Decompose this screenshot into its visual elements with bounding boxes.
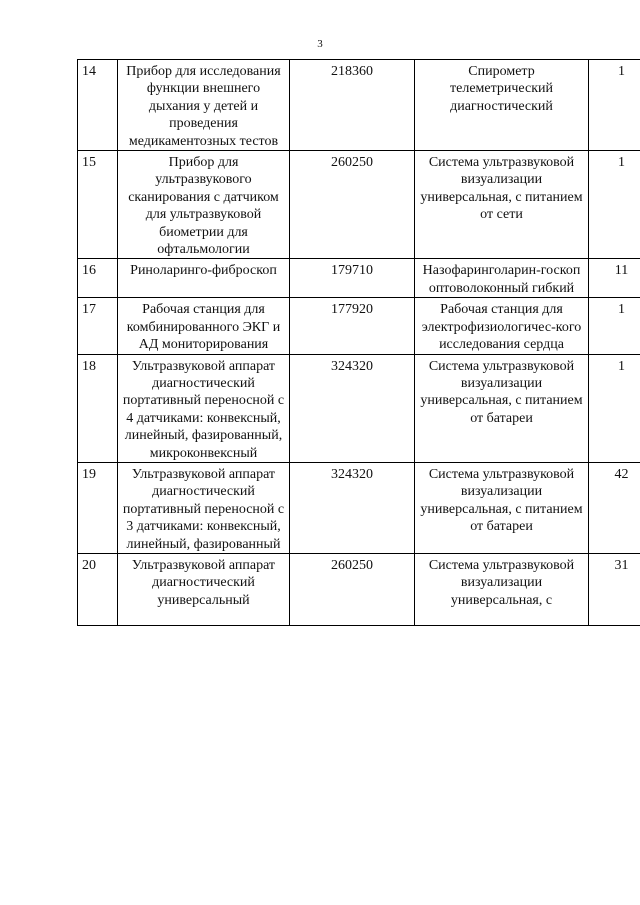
equipment-quantity: 1 bbox=[589, 60, 640, 151]
equipment-quantity: 42 bbox=[589, 462, 640, 553]
equipment-code: 260250 bbox=[290, 553, 415, 625]
page-number: 3 bbox=[317, 38, 323, 50]
equipment-code: 218360 bbox=[290, 60, 415, 151]
table-row bbox=[78, 298, 640, 354]
equipment-name: Ультразвуковой аппарат диагностический портативный переносной с 4 датчиками: конвексный, линейный, фазированный, микроконвексный bbox=[118, 354, 290, 462]
table-row bbox=[78, 462, 640, 553]
equipment-name: Ультразвуковой аппарат диагностический портативный переносной с 3 датчиками: конвексный, линейный, фазированный bbox=[118, 462, 290, 553]
table-row bbox=[78, 151, 640, 259]
equipment-description: Система ультразвуковой визуализации универсальная, с bbox=[415, 553, 589, 625]
row-number: 18 bbox=[78, 354, 118, 462]
equipment-name: Риноларинго-фиброскоп bbox=[118, 259, 290, 298]
row-number: 17 bbox=[78, 298, 118, 354]
equipment-quantity: 11 bbox=[589, 259, 640, 298]
equipment-code: 177920 bbox=[290, 298, 415, 354]
equipment-name: Рабочая станция для комбинированного ЭКГ и АД мониторирования bbox=[118, 298, 290, 354]
equipment-description: Система ультразвуковой визуализации универсальная, с питанием от батареи bbox=[415, 462, 589, 553]
equipment-description: Система ультразвуковой визуализации универсальная, с питанием от батареи bbox=[415, 354, 589, 462]
equipment-code: 324320 bbox=[290, 354, 415, 462]
table-row bbox=[78, 259, 640, 298]
equipment-name: Прибор для ультразвукового сканирования с датчиком для ультразвуковой биометрии для офтальмологии bbox=[118, 151, 290, 259]
equipment-description: Спирометр телеметрический диагностический bbox=[415, 60, 589, 151]
equipment-name: Ультразвуковой аппарат диагностический универсальный bbox=[118, 553, 290, 625]
equipment-table bbox=[77, 59, 640, 626]
equipment-code: 179710 bbox=[290, 259, 415, 298]
row-number: 20 bbox=[78, 553, 118, 625]
equipment-code: 324320 bbox=[290, 462, 415, 553]
row-number: 14 bbox=[78, 60, 118, 151]
row-number: 15 bbox=[78, 151, 118, 259]
equipment-name: Прибор для исследования функции внешнего дыхания у детей и проведения медикаментозных тестов bbox=[118, 60, 290, 151]
table-row bbox=[78, 60, 640, 151]
equipment-quantity: 31 bbox=[589, 553, 640, 625]
equipment-code: 260250 bbox=[290, 151, 415, 259]
row-number: 16 bbox=[78, 259, 118, 298]
equipment-description: Рабочая станция для электрофизиологичес-кого исследования сердца bbox=[415, 298, 589, 354]
equipment-description: Система ультразвуковой визуализации универсальная, с питанием от сети bbox=[415, 151, 589, 259]
equipment-quantity: 1 bbox=[589, 354, 640, 462]
equipment-quantity: 1 bbox=[589, 298, 640, 354]
table-row bbox=[78, 354, 640, 462]
table-row bbox=[78, 553, 640, 625]
row-number: 19 bbox=[78, 462, 118, 553]
equipment-description: Назофаринголарин-госкоп оптоволоконный гибкий bbox=[415, 259, 589, 298]
equipment-quantity: 1 bbox=[589, 151, 640, 259]
